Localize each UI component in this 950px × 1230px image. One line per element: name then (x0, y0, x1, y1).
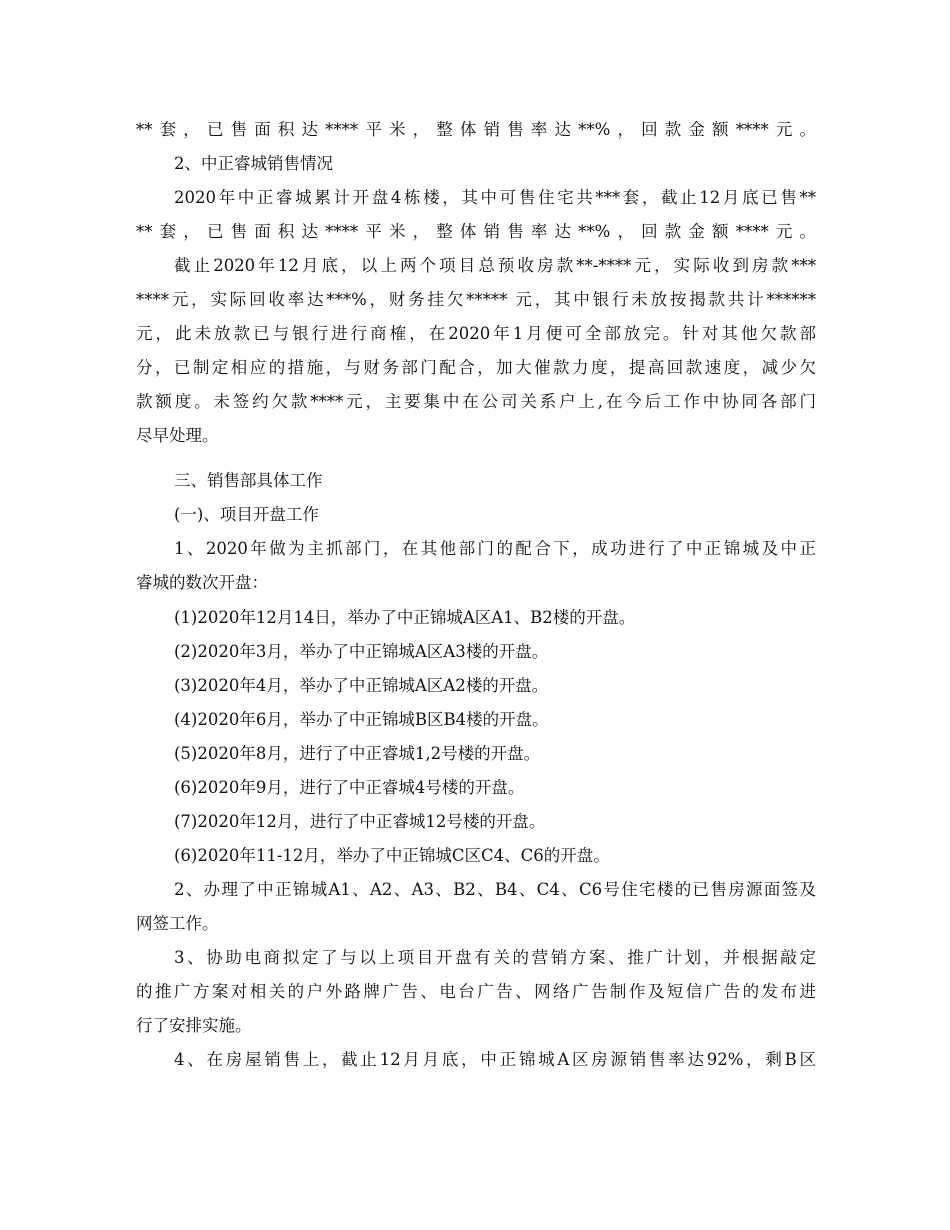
paragraph-line: 的推广方案对相关的户外路牌广告、电台广告、网络广告制作及短信广告的发布进 (136, 982, 816, 1001)
list-item: (2)2020年3月，举办了中正锦城A区A3楼的开盘。 (174, 642, 549, 661)
paragraph-line: 元，此未放款已与银行进行商榷，在2020年1月便可全部放完。针对其他欠款部 (136, 324, 816, 343)
paragraph-line: 睿城的数次开盘： (136, 573, 268, 592)
paragraph-line: 2020年中正睿城累计开盘4栋楼，其中可售住宅共***套，截止12月底已售** (174, 188, 816, 207)
paragraph-line: 分，已制定相应的措施，与财务部门配合，加大催款力度，提高回款速度，减少欠 (136, 358, 816, 377)
paragraph-line: 款额度。未签约欠款****元，主要集中在公司关系户上,在今后工作中协同各部门 (136, 392, 816, 411)
subsection-heading: (一)、项目开盘工作 (174, 505, 319, 524)
list-item: (6)2020年9月，进行了中正睿城4号楼的开盘。 (174, 778, 525, 797)
paragraph-line: 尽早处理。 (136, 426, 219, 445)
paragraph-line: 行了安排实施。 (136, 1016, 252, 1035)
paragraph-line: 网签工作。 (136, 914, 219, 933)
paragraph-line: 截止2020年12月底，以上两个项目总预收房款**-****元，实际收到房款*** (174, 256, 816, 275)
paragraph-line: ****元，实际回收率达***%，财务挂欠***** 元，其中银行未放按揭款共计****** (136, 290, 816, 309)
paragraph-line: 4、在房屋销售上，截止12月月底，中正锦城A区房源销售率达92%，剩B区 (174, 1050, 816, 1069)
paragraph-line: **套，已售面积达****平米，整体销售率达**%，回款金额****元。 (136, 120, 816, 139)
list-item: (6)2020年11-12月，举办了中正锦城C区C4、C6的开盘。 (174, 846, 610, 865)
list-item: (5)2020年8月，进行了中正睿城1,2号楼的开盘。 (174, 744, 541, 763)
list-item: (7)2020年12月，进行了中正睿城12号楼的开盘。 (174, 812, 546, 831)
list-item: (1)2020年12月14日，举办了中正锦城A区A1、B2楼的开盘。 (174, 608, 636, 627)
paragraph-line: 1、2020年做为主抓部门，在其他部门的配合下，成功进行了中正锦城及中正 (174, 539, 816, 558)
list-item: (4)2020年6月，举办了中正锦城B区B4楼的开盘。 (174, 710, 549, 729)
section-heading: 2、中正睿城销售情况 (174, 154, 333, 173)
section-heading: 三、销售部具体工作 (174, 471, 323, 490)
paragraph-line: 3、协助电商拟定了与以上项目开盘有关的营销方案、推广计划，并根据敲定 (174, 948, 816, 967)
list-item: (3)2020年4月，举办了中正锦城A区A2楼的开盘。 (174, 676, 549, 695)
paragraph-line: 2、办理了中正锦城A1、A2、A3、B2、B4、C4、C6号住宅楼的已售房源面签及 (174, 880, 816, 899)
paragraph-line: **套，已售面积达****平米，整体销售率达**%，回款金额****元。 (136, 222, 816, 241)
